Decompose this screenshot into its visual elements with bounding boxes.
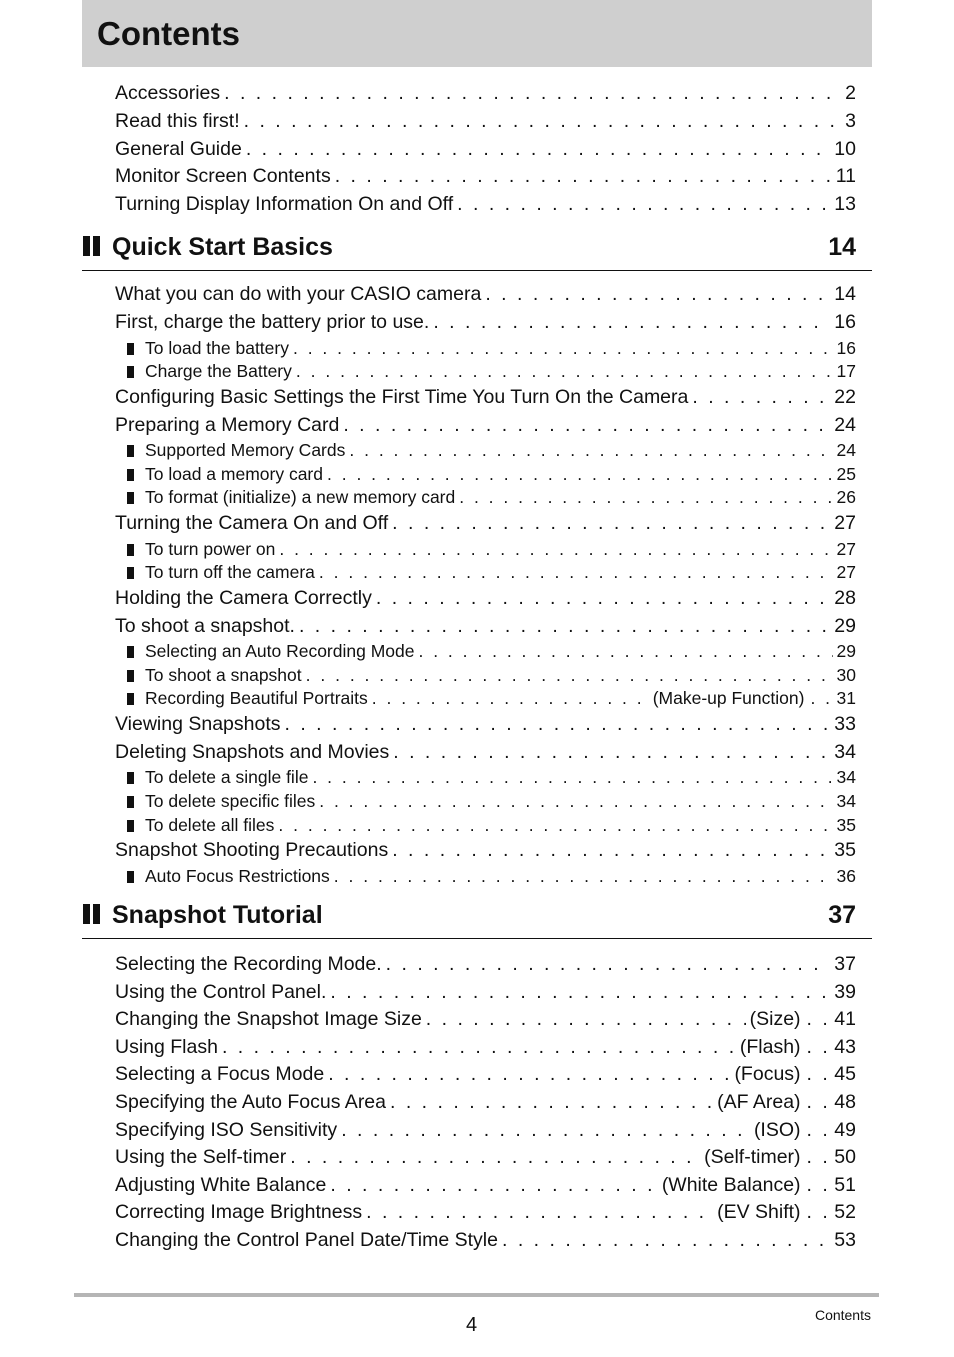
toc-entry-title: To load a memory card (145, 464, 323, 484)
toc-entry[interactable] (115, 1146, 856, 1169)
toc-entry-title: To shoot a snapshot (145, 665, 302, 685)
dot-leader: . . (806, 1063, 831, 1085)
toc-subentry[interactable] (127, 767, 856, 788)
toc-entry[interactable] (115, 981, 856, 1004)
bullet-marker-icon (127, 492, 134, 504)
dot-leader (372, 688, 649, 709)
dot-leader (278, 815, 832, 836)
toc-entry-page: 29 (834, 615, 856, 637)
toc-entry-page: 28 (834, 587, 856, 609)
dot-leader (366, 1201, 713, 1224)
toc-subentry[interactable] (127, 688, 856, 709)
bullet-marker-icon (127, 693, 134, 705)
toc-entry-title: What you can do with your CASIO camera (115, 283, 482, 305)
toc-entry-title: Selecting an Auto Recording Mode (145, 641, 415, 661)
dot-leader (426, 1008, 746, 1031)
toc-entry-function-label: (Make-up Function) (652, 688, 805, 708)
dot-leader (392, 839, 830, 862)
dot-leader: . . (806, 1174, 831, 1196)
dot-leader (290, 1146, 700, 1169)
toc-entry-page: 30 (836, 665, 856, 685)
dot-leader (319, 791, 832, 812)
bullet-marker-icon (127, 871, 134, 883)
toc-entry-function-label: (White Balance) (661, 1174, 801, 1196)
dot-leader (328, 1063, 730, 1086)
toc-entry[interactable] (115, 1229, 856, 1252)
dot-leader (502, 1229, 830, 1252)
section-marker-icon (83, 904, 103, 924)
toc-entry-page: 11 (835, 165, 856, 187)
toc-entry[interactable] (115, 512, 856, 535)
bullet-marker-icon (127, 445, 134, 457)
toc-entry[interactable] (115, 110, 856, 133)
bullet-marker-icon (127, 796, 134, 808)
dot-leader (335, 165, 832, 188)
toc-entry-page: 31 (836, 688, 856, 708)
dot-leader (224, 82, 841, 105)
toc-entry-page: 13 (834, 193, 856, 215)
dot-leader (459, 487, 832, 508)
toc-entry-title: Using Flash (115, 1036, 218, 1058)
toc-subentry[interactable] (127, 815, 856, 836)
dot-leader (343, 414, 830, 437)
toc-entry-page: 27 (836, 562, 856, 582)
toc-entry-title: Holding the Camera Correctly (115, 587, 372, 609)
section-header[interactable] (82, 898, 872, 939)
dot-leader (692, 386, 830, 409)
toc-entry-page: 2 (845, 82, 856, 104)
toc-entry-page: 49 (834, 1119, 856, 1141)
toc-entry-page: 34 (836, 791, 856, 811)
toc-entry[interactable] (115, 587, 856, 610)
toc-entry-page: 34 (836, 767, 856, 787)
dot-leader (376, 587, 830, 610)
toc-entry-title: Recording Beautiful Portraits (145, 688, 368, 708)
toc-entry[interactable] (115, 615, 856, 638)
dot-leader (327, 464, 833, 485)
dot-leader: . . (806, 1008, 831, 1030)
toc-entry-function-label: (Focus) (734, 1063, 801, 1085)
toc-subentry[interactable] (127, 562, 856, 583)
toc-subentry[interactable] (127, 641, 856, 662)
dot-leader (433, 311, 830, 334)
toc-entry-title: Correcting Image Brightness (115, 1201, 363, 1223)
toc-entry-function-label: (Size) (749, 1008, 801, 1030)
toc-entry-page: 14 (834, 283, 856, 305)
toc-entry[interactable] (115, 1008, 856, 1031)
toc-entry-page: 16 (834, 311, 856, 333)
dot-leader: . . (810, 688, 833, 708)
toc-entry-page: 33 (834, 713, 856, 735)
dot-leader (319, 562, 833, 583)
toc-entry-title: Selecting the Recording Mode. (115, 953, 382, 975)
toc-entry-title: Specifying the Auto Focus Area (115, 1091, 387, 1113)
bullet-marker-icon (127, 567, 134, 579)
toc-entry-page: 39 (834, 981, 856, 1003)
toc-subentry[interactable] (127, 539, 856, 560)
dot-leader: . . (806, 1119, 831, 1141)
toc-entry[interactable] (115, 386, 856, 409)
toc-subentry[interactable] (127, 791, 856, 812)
toc-subentry[interactable] (127, 487, 856, 508)
dot-leader (390, 1091, 713, 1114)
toc-entry-page: 25 (836, 464, 856, 484)
toc-entry[interactable] (115, 1201, 856, 1224)
dot-leader: . . (806, 1146, 831, 1168)
toc-entry-title: To turn off the camera (145, 562, 315, 582)
toc-entry-page: 26 (836, 487, 856, 507)
toc-entry-page: 53 (834, 1229, 856, 1251)
toc-entry-title: Configuring Basic Settings the First Time You Turn On the Camera (115, 386, 689, 408)
toc-entry-title: First, charge the battery prior to use. (115, 311, 430, 333)
dot-leader (246, 138, 830, 161)
dot-leader (418, 641, 832, 662)
toc-entry-page: 10 (834, 138, 856, 160)
dot-leader: . . (806, 1036, 831, 1058)
dot-leader (330, 1174, 657, 1197)
footer-divider (74, 1293, 879, 1297)
toc-entry-page: 24 (834, 414, 856, 436)
dot-leader (392, 512, 830, 535)
dot-leader (306, 665, 833, 686)
toc-entry-title: Supported Memory Cards (145, 440, 346, 460)
toc-entry-title: Selecting a Focus Mode (115, 1063, 325, 1085)
toc-entry-title: Changing the Snapshot Image Size (115, 1008, 422, 1030)
dot-leader (279, 539, 832, 560)
toc-entry-title: Viewing Snapshots (115, 713, 281, 735)
bullet-marker-icon (127, 772, 134, 784)
bullet-marker-icon (127, 469, 134, 481)
toc-entry-page: 27 (836, 539, 856, 559)
section-title: Snapshot Tutorial (112, 901, 323, 929)
toc-entry-title: To shoot a snapshot. (115, 615, 295, 637)
toc-entry-title: To delete specific files (145, 791, 316, 811)
toc-entry[interactable] (115, 839, 856, 862)
toc-entry[interactable] (115, 713, 856, 736)
toc-entry-function-label: (ISO) (753, 1119, 801, 1141)
bullet-marker-icon (127, 646, 134, 658)
toc-subentry[interactable] (127, 361, 856, 382)
toc-entry-title: Changing the Control Panel Date/Time Style (115, 1229, 498, 1251)
toc-entry-page: 24 (836, 440, 856, 460)
dot-leader (393, 741, 830, 764)
toc-entry-page: 16 (836, 338, 856, 358)
toc-entry-title: To delete a single file (145, 767, 309, 787)
toc-entry-page: 17 (836, 361, 856, 381)
toc-entry-title: Accessories (115, 82, 221, 104)
toc-entry-function-label: (Self-timer) (704, 1146, 801, 1168)
dot-leader (244, 110, 842, 133)
toc-entry-title: To load the battery (145, 338, 289, 358)
toc-entry[interactable] (115, 1091, 856, 1114)
page-number: 4 (466, 1314, 478, 1336)
toc-entry-title: Deleting Snapshots and Movies (115, 741, 390, 763)
dot-leader (457, 193, 830, 216)
toc-entry-page: 50 (834, 1146, 856, 1168)
bullet-marker-icon (127, 544, 134, 556)
toc-entry-title: Turning the Camera On and Off (115, 512, 389, 534)
toc-entry-page: 52 (834, 1201, 856, 1223)
dot-leader (296, 361, 833, 382)
dot-leader (485, 283, 830, 306)
dot-leader (312, 767, 832, 788)
toc-entry-title: To delete all files (145, 815, 275, 835)
toc-entry-page: 35 (836, 815, 856, 835)
bullet-marker-icon (127, 343, 134, 355)
section-header[interactable] (82, 230, 872, 271)
toc-entry-page: 51 (834, 1174, 856, 1196)
toc-entry[interactable] (115, 1036, 856, 1059)
toc-entry[interactable] (115, 1119, 856, 1142)
toc-entry[interactable] (115, 82, 856, 105)
toc-entry-page: 37 (834, 953, 856, 975)
toc-entry-title: Using the Control Panel. (115, 981, 327, 1003)
section-page: 14 (828, 233, 856, 261)
toc-entry-title: Turning Display Information On and Off (115, 193, 454, 215)
toc-entry-function-label: (EV Shift) (717, 1201, 801, 1223)
toc-entry-title: General Guide (115, 138, 242, 160)
toc-entry-page: 22 (834, 386, 856, 408)
bullet-marker-icon (127, 820, 134, 832)
toc-entry-title: Auto Focus Restrictions (145, 866, 330, 886)
section-marker-icon (83, 236, 103, 256)
toc-subentry[interactable] (127, 338, 856, 359)
toc-entry-title: Using the Self-timer (115, 1146, 287, 1168)
toc-entry-page: 36 (836, 866, 856, 886)
toc-entry-page: 34 (834, 741, 856, 763)
toc-entry-page: 43 (834, 1036, 856, 1058)
toc-entry-page: 48 (834, 1091, 856, 1113)
dot-leader (341, 1119, 750, 1142)
dot-leader (386, 953, 831, 976)
toc-entry[interactable] (115, 1174, 856, 1197)
toc-entry[interactable] (115, 283, 856, 306)
dot-leader (222, 1036, 736, 1059)
dot-leader (285, 713, 831, 736)
toc-entry-page: 41 (834, 1008, 856, 1030)
dot-leader: . . (806, 1091, 831, 1113)
toc-entry-title: Specifying ISO Sensitivity (115, 1119, 338, 1141)
toc-entry[interactable] (115, 165, 856, 188)
toc-entry-page: 45 (834, 1063, 856, 1085)
toc-entry[interactable] (115, 1063, 856, 1086)
bullet-marker-icon (127, 366, 134, 378)
toc-subentry[interactable] (127, 665, 856, 686)
toc-entry-title: Adjusting White Balance (115, 1174, 327, 1196)
dot-leader (334, 866, 833, 887)
toc-entry[interactable] (115, 311, 856, 334)
toc-entry-title: Monitor Screen Contents (115, 165, 331, 187)
toc-entry-page: 3 (845, 110, 856, 132)
page-title: Contents (97, 15, 240, 52)
dot-leader: . . (806, 1201, 831, 1223)
footer-label: Contents (814, 1307, 871, 1323)
toc-entry[interactable] (115, 953, 856, 976)
toc-entry[interactable] (115, 414, 856, 437)
toc-entry-page: 35 (834, 839, 856, 861)
toc-entry[interactable] (115, 193, 856, 216)
toc-entry-title: Snapshot Shooting Precautions (115, 839, 389, 861)
toc-entry[interactable] (115, 138, 856, 161)
toc-subentry[interactable] (127, 464, 856, 485)
toc-entry-title: To format (initialize) a new memory card (145, 487, 456, 507)
toc-entry-title: Charge the Battery (145, 361, 292, 381)
toc-entry-function-label: (AF Area) (717, 1091, 801, 1113)
dot-leader (299, 615, 830, 638)
toc-entry[interactable] (115, 741, 856, 764)
toc-entry-page: 29 (836, 641, 856, 661)
dot-leader (293, 338, 833, 359)
toc-subentry[interactable] (127, 440, 856, 461)
dot-leader (349, 440, 832, 461)
section-page: 37 (828, 901, 856, 929)
bullet-marker-icon (127, 670, 134, 682)
toc-subentry[interactable] (127, 866, 856, 887)
toc-entry-page: 27 (834, 512, 856, 534)
toc-entry-title: Read this first! (115, 110, 240, 132)
toc-entry-title: To turn power on (145, 539, 276, 559)
toc-entry-title: Preparing a Memory Card (115, 414, 340, 436)
section-title: Quick Start Basics (112, 233, 333, 261)
toc-entry-function-label: (Flash) (739, 1036, 801, 1058)
dot-leader (330, 981, 830, 1004)
